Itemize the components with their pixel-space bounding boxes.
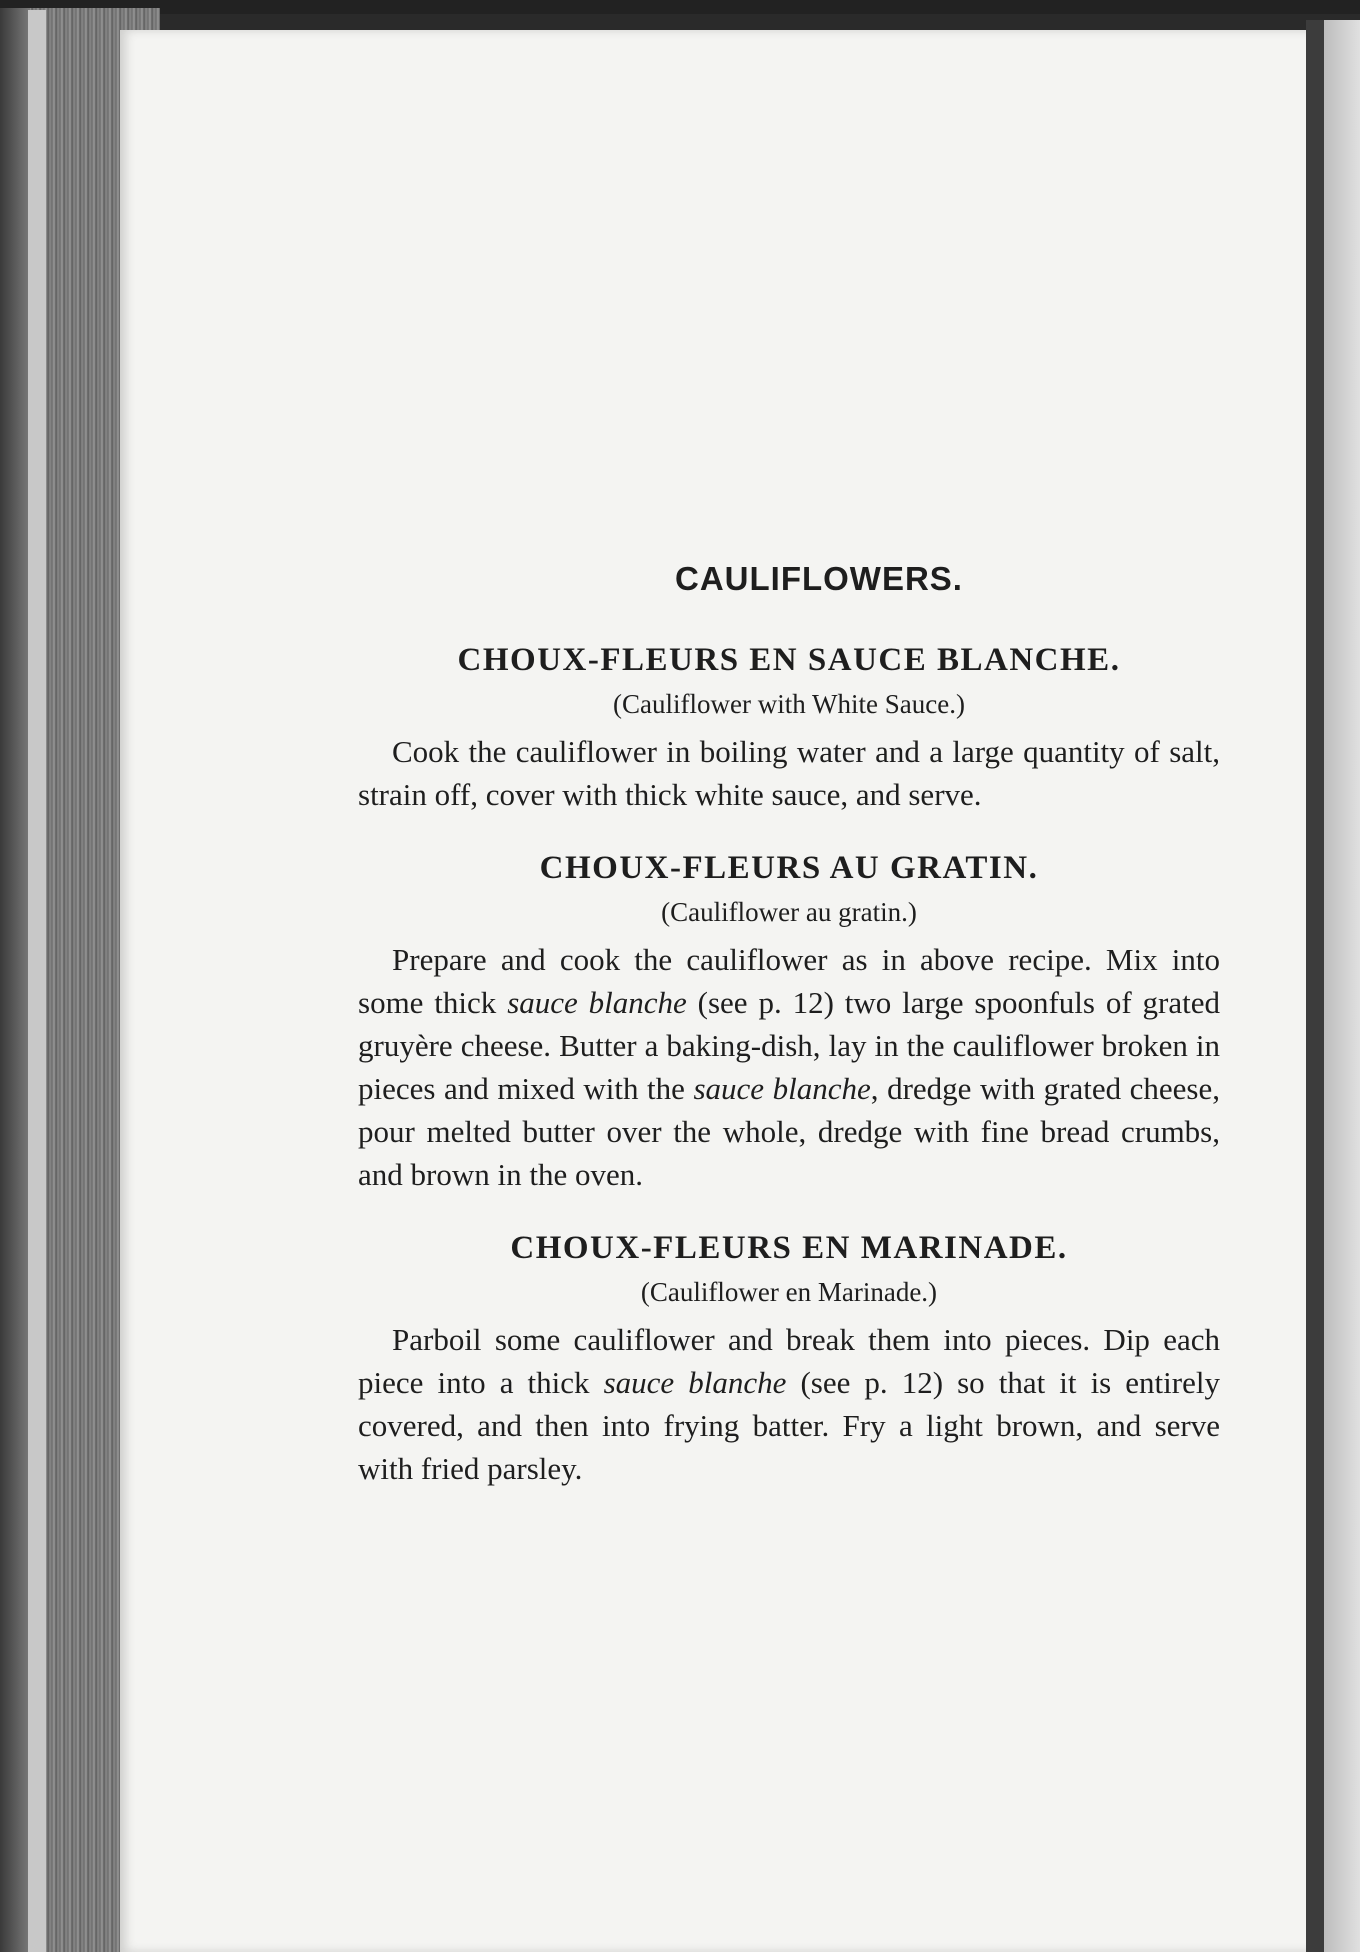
- section-subtitle: (Cauliflower en Marinade.): [640, 1277, 938, 1307]
- section-body: [358, 1318, 1220, 1490]
- recipe-text-block: [358, 560, 1220, 1524]
- section-title: CHOUX-FLEURS EN SAUCE BLANCHE.: [457, 642, 1121, 678]
- section-body: [358, 730, 1220, 816]
- section-body: [358, 938, 1220, 1196]
- recipe-section-marinade: [358, 1230, 1220, 1490]
- main-heading: CAULIFLOWERS.: [675, 560, 963, 597]
- section-title: CHOUX-FLEURS AU GRATIN.: [539, 850, 1039, 886]
- page-stack-shadow: [0, 8, 30, 1952]
- text-run: Parboil some cauliflower and break them into pieces. Dip each piece into a thick: [358, 1322, 1220, 1400]
- italic-run: sauce blanche: [693, 1071, 871, 1106]
- top-dark-band: [0, 0, 1360, 14]
- page-stack-light-strip: [28, 10, 46, 1952]
- text-run: , dredge with grated cheese, pour melted butter over the whole, dredge with fine bread crumbs, and brown in the oven.: [358, 1071, 1221, 1192]
- text-run: Prepare and cook the cauliflower as in above recipe. Mix into some thick: [358, 942, 1220, 1020]
- recipe-section-sauce-blanche: [358, 642, 1220, 816]
- text-run: Cook the cauliflower in boiling water and a large quantity of salt, strain off, cover with thick white sauce, and serve.: [358, 734, 1220, 812]
- italic-run: sauce blanche: [507, 985, 687, 1020]
- section-subtitle: (Cauliflower with White Sauce.): [613, 689, 965, 719]
- right-page-edge: [1306, 20, 1324, 1952]
- section-subtitle: (Cauliflower au gratin.): [661, 897, 917, 927]
- italic-run: sauce blanche: [603, 1365, 787, 1400]
- text-run: (see p. 12) so that it is entirely covered, and then into frying batter. Fry a light brown, and serve with fried parsley.: [358, 1365, 1220, 1486]
- right-background-strip: [1324, 20, 1360, 1952]
- recipe-section-au-gratin: [358, 850, 1220, 1196]
- text-run: (see p. 12) two large spoonfuls of grated gruyère cheese. Butter a baking-dish, lay in the cauliflower broken in pieces and mixed with the: [358, 985, 1221, 1106]
- section-title: CHOUX-FLEURS EN MARINADE.: [510, 1230, 1068, 1266]
